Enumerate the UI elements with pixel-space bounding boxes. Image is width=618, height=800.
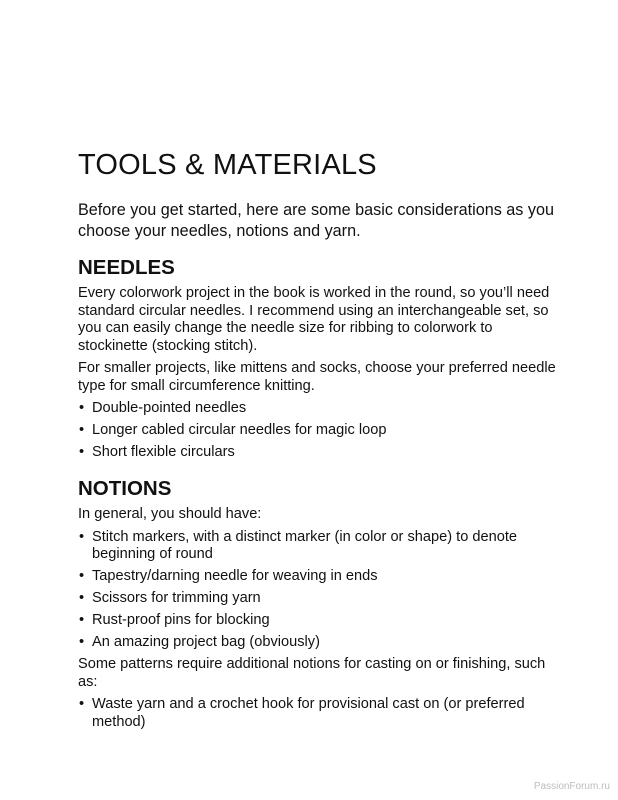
notions-list-2: [78, 696, 558, 731]
watermark: PassionForum.ru: [533, 781, 610, 792]
bullet-icon: •: [79, 590, 85, 606]
bullet-icon: •: [79, 422, 85, 438]
bullet-icon: •: [79, 612, 85, 628]
bullet-icon: •: [79, 400, 85, 416]
list-item: • Short flexible circulars: [79, 444, 235, 460]
list-item: • Waste yarn and a crochet hook for provisional cast on (or preferred method): [79, 696, 525, 730]
notions-heading: NOTIONS: [78, 477, 172, 500]
list-item: • An amazing project bag (obviously): [79, 634, 320, 650]
bullet-icon: •: [79, 696, 85, 712]
needles-paragraph-1: Every colorwork project in the book is worked in the round, so you’ll need standard circular needles. I recommend using an interchangeable set, so you can easily change the needle size for ribbing to colorwork to stockinette (stocking stitch).: [78, 285, 550, 354]
list-item: • Scissors for trimming yarn: [79, 590, 261, 606]
page-title: TOOLS & MATERIALS: [78, 149, 377, 181]
bullet-icon: •: [79, 568, 85, 584]
list-item: • Double-pointed needles: [79, 400, 247, 416]
needles-section: [78, 255, 558, 462]
intro-paragraph: Before you get started, here are some basic considerations as you choose your needles, notions and yarn.: [78, 201, 554, 240]
notions-paragraph-1: In general, you should have:: [78, 506, 262, 522]
bullet-icon: •: [79, 444, 85, 460]
needles-paragraph-2: For smaller projects, like mittens and socks, choose your preferred needle type for small circumference knitting.: [78, 360, 556, 394]
document-page: [78, 148, 558, 736]
list-item: • Stitch markers, with a distinct marker (in color or shape) to denote beginning of round: [79, 528, 518, 562]
bullet-icon: •: [79, 634, 85, 650]
list-item: • Longer cabled circular needles for magic loop: [79, 422, 387, 438]
notions-list: [78, 529, 558, 652]
list-item: • Rust-proof pins for blocking: [79, 612, 270, 628]
needles-heading: NEEDLES: [78, 256, 175, 279]
bullet-icon: •: [79, 528, 85, 545]
notions-paragraph-2: Some patterns require additional notions for casting on or finishing, such as:: [78, 656, 546, 690]
notions-section: [78, 476, 558, 731]
list-item: • Tapestry/darning needle for weaving in ends: [79, 568, 378, 584]
needles-list: [78, 400, 558, 462]
